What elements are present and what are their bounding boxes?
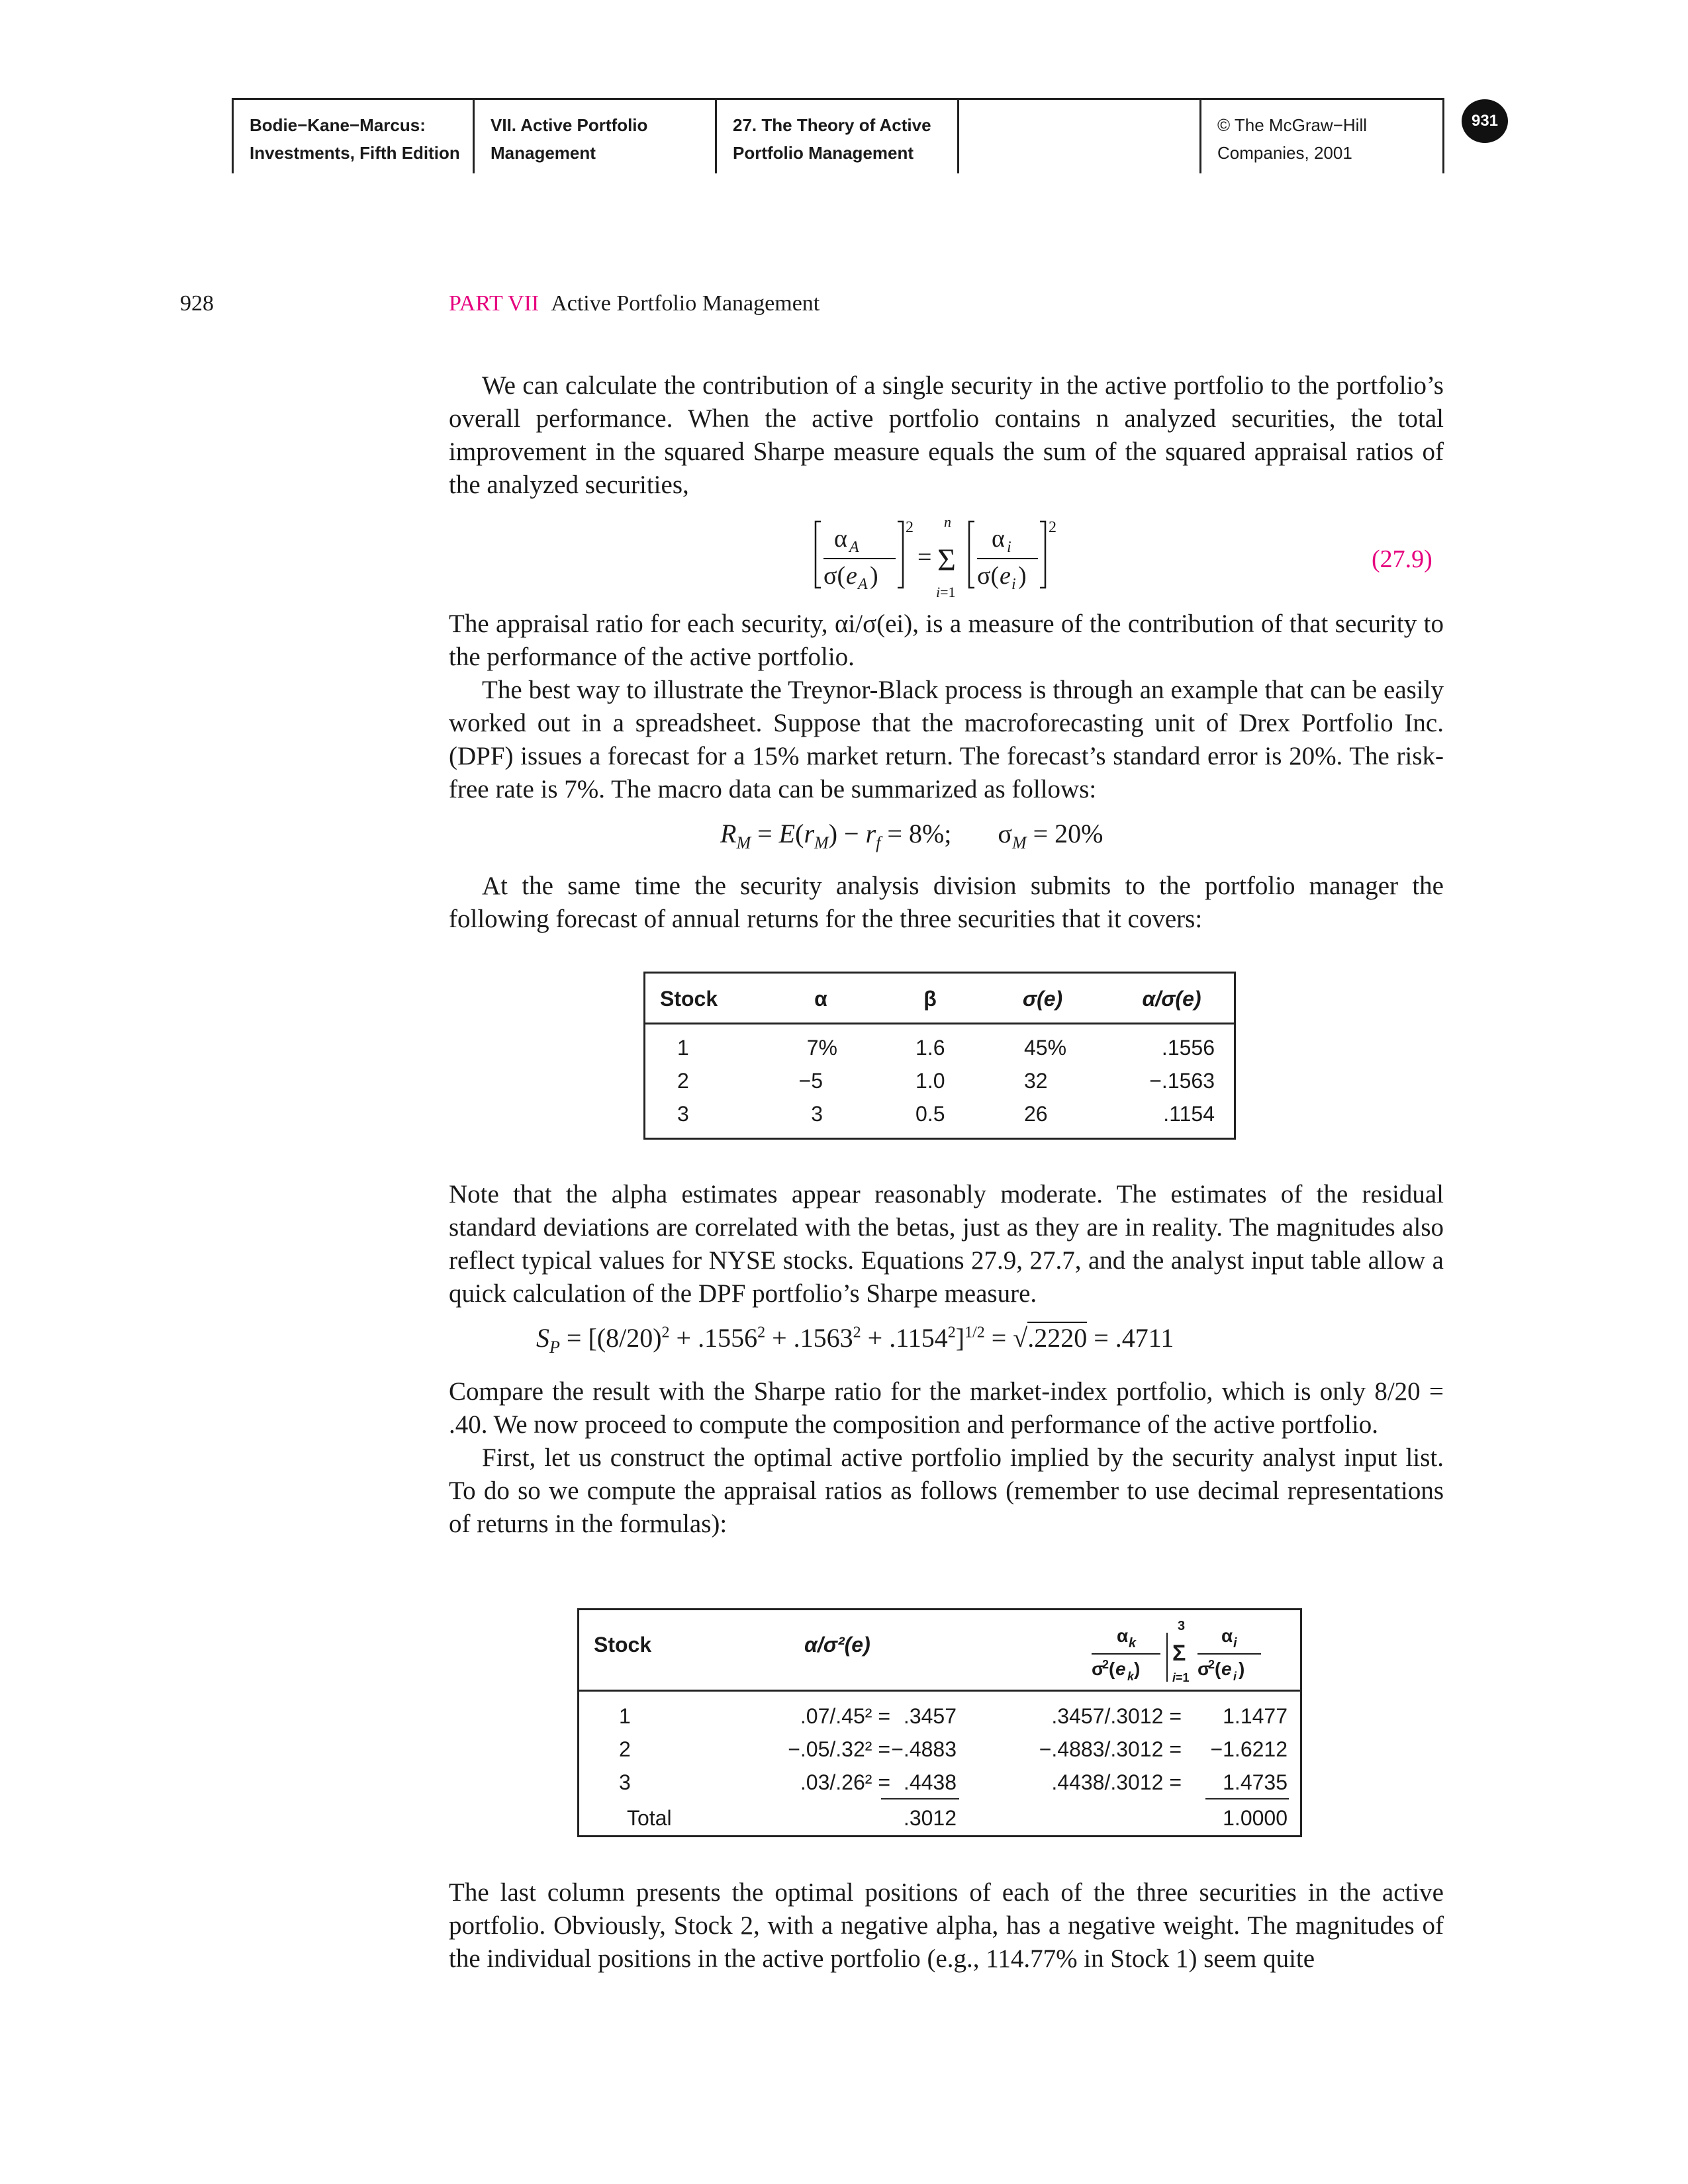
svg-text:α: α bbox=[1221, 1625, 1233, 1646]
svg-text:2: 2 bbox=[906, 519, 914, 536]
svg-text:k: k bbox=[1129, 1636, 1137, 1651]
table2-sum-rule-2 bbox=[1205, 1798, 1289, 1799]
header-book: Bodie−Kane−Marcus: Investments, Fifth Edition bbox=[232, 98, 473, 173]
svg-text:i=1: i=1 bbox=[936, 584, 956, 600]
svg-text:e: e bbox=[1221, 1659, 1232, 1679]
svg-text:n: n bbox=[944, 515, 951, 530]
part-label: PART VII bbox=[449, 291, 539, 316]
svg-text:e: e bbox=[1000, 562, 1011, 590]
svg-text:Σ: Σ bbox=[937, 543, 956, 578]
header-publisher: © The McGraw−Hill Companies, 2001 bbox=[1199, 98, 1444, 173]
svg-text:k: k bbox=[1127, 1670, 1135, 1683]
table2-header-stock: Stock bbox=[594, 1633, 652, 1657]
svg-text:3: 3 bbox=[1178, 1619, 1186, 1633]
paragraph-5: Note that the alpha estimates appear reasonably moderate. The estimates of the residual standard deviations are correlated with the betas, just as they are in reality. The magnitudes also reflect typical values for NYSE stocks. Equations 27.9, 27.7, and the analyst input table allow a quick calculation of the DPF portfolio’s Sharpe measure. bbox=[449, 1180, 1444, 1308]
header-part: VII. Active Portfolio Management bbox=[473, 98, 715, 173]
svg-text:2: 2 bbox=[1102, 1658, 1109, 1671]
svg-text:e: e bbox=[1115, 1659, 1126, 1679]
paragraph-2: The appraisal ratio for each security, αi/σ(ei), is a measure of the contribution of that security to the performance of the active portfolio. The best way to illustrate the Treynor-Black process is through an example that can be easily worked out in a spreadsheet. Suppose that the macroforecasting unit of Drex Portfolio Inc. (DPF) issues a forecast for a 15% market return. The forecast’s standard error is 20%. The risk-free rate is 7%. The macro data can be summarized as follows: bbox=[449, 610, 1444, 803]
table1-header-stock: Stock bbox=[660, 987, 718, 1011]
svg-text:α: α bbox=[834, 525, 847, 553]
svg-text:α: α bbox=[1117, 1625, 1129, 1646]
paragraph-1: We can calculate the contribution of a single security in the active portfolio to the portfolio’s overall performance. When the active portfolio contains n analyzed securities, the total improvement in the squared Sharpe measure equals the sum of the squared appraisal ratios of the analyzed securities, bbox=[449, 371, 1444, 499]
running-header bbox=[232, 98, 1444, 177]
svg-text:): ) bbox=[1018, 562, 1027, 590]
svg-text:(: ( bbox=[1109, 1659, 1115, 1679]
svg-text:σ(: σ( bbox=[977, 562, 1000, 590]
svg-text:i: i bbox=[1233, 1636, 1237, 1651]
table2-header-alpha-over-variance: α/σ²(e) bbox=[804, 1633, 870, 1657]
part-heading bbox=[449, 291, 820, 316]
svg-text:σ(: σ( bbox=[823, 562, 846, 590]
svg-text:i=1: i=1 bbox=[1172, 1671, 1190, 1684]
svg-text:e: e bbox=[846, 562, 857, 590]
svg-text:A: A bbox=[858, 576, 868, 593]
table1-header-appraisal-ratio: α/σ(e) bbox=[1142, 987, 1201, 1011]
equation-number-27-9: (27.9) bbox=[1372, 545, 1432, 573]
svg-text:2: 2 bbox=[1049, 519, 1056, 536]
svg-text:2: 2 bbox=[1208, 1658, 1215, 1671]
table2-header-rule bbox=[579, 1690, 1300, 1692]
paragraph-8: The last column presents the optimal positions of each of the three securities in the active portfolio. Obviously, Stock 2, with a negative alpha, has a negative weight. The magnitudes of the individual positions in the active portfolio (e.g., 114.77% in Stock 1) seem quite bbox=[449, 1878, 1444, 1973]
analyst-input-table: Stock α β σ(e) α/σ(e) 1 7% 1.6 45% .1556 2 −5 1.0 32 −.1563 3 3 0.5 26 .1154 bbox=[643, 972, 1236, 1140]
svg-text:σ: σ bbox=[1197, 1659, 1211, 1679]
table1-header-alpha: α bbox=[814, 987, 827, 1011]
paragraph-4: At the same time the security analysis division submits to the portfolio manager the following forecast of annual returns for the three securities that it covers: bbox=[449, 872, 1444, 933]
part-title: Active Portfolio Management bbox=[551, 291, 820, 316]
svg-text:(: ( bbox=[1215, 1659, 1221, 1679]
svg-text:i: i bbox=[1011, 576, 1016, 593]
header-chapter: 27. The Theory of Active Portfolio Management bbox=[715, 98, 957, 173]
svg-text:): ) bbox=[1134, 1659, 1141, 1679]
table2-header-weight-formula bbox=[1069, 1615, 1268, 1687]
svg-text:Σ: Σ bbox=[1172, 1641, 1186, 1666]
optimal-weights-table: Stock α/σ²(e) α k σ 2 ( e k ) 3 Σ i=1 α i σ 2 ( e i ) 1 .07/.45² = .3457 .3457/.3012 = 1.1477 2 −.05/.32² = −.4883 −.4883/.3012 = −1.6212 3 .03/.26² = .4438 .4438/.3012 = 1.4735 Total .3012 1.0000 bbox=[577, 1608, 1302, 1837]
svg-text:): ) bbox=[1239, 1659, 1245, 1679]
table1-header-residual-sd: σ(e) bbox=[1022, 987, 1063, 1011]
sheet-number-badge: 931 bbox=[1462, 99, 1508, 143]
header-empty-cell bbox=[957, 98, 1199, 173]
svg-text:i: i bbox=[1007, 539, 1011, 556]
equation-27-9 bbox=[813, 515, 1078, 601]
svg-text:σ: σ bbox=[1092, 1659, 1105, 1679]
table1-header-rule bbox=[645, 1023, 1234, 1024]
svg-text:A: A bbox=[849, 539, 859, 556]
table1-header-beta: β bbox=[923, 987, 937, 1011]
svg-text:=: = bbox=[917, 543, 932, 571]
svg-text:): ) bbox=[870, 562, 878, 590]
paragraph-6: Compare the result with the Sharpe ratio for the market-index portfolio, which is only 8/20 = .40. We now proceed to compute the composition and performance of the active portfolio. First, let us construct the optimal active portfolio implied by the security analyst input list. To do so we compute the appraisal ratios as follows (remember to use decimal representations of returns in the formulas): bbox=[449, 1377, 1444, 1538]
macro-data-equation: $R_M = E(r_M) - r_f = 8\%$; $\sigma_M = 20\%$ bbox=[720, 819, 1103, 852]
svg-text:α: α bbox=[992, 525, 1005, 553]
table2-sum-rule-1 bbox=[881, 1798, 959, 1799]
page-number: 928 bbox=[180, 291, 214, 316]
sharpe-measure-equation: $S_P = [(8/20)^2 + .1556^2 + .1563^2 + .1154^2]^{1/2} = √.2220 = .4711$ bbox=[536, 1323, 1174, 1357]
svg-text:i: i bbox=[1233, 1670, 1237, 1683]
